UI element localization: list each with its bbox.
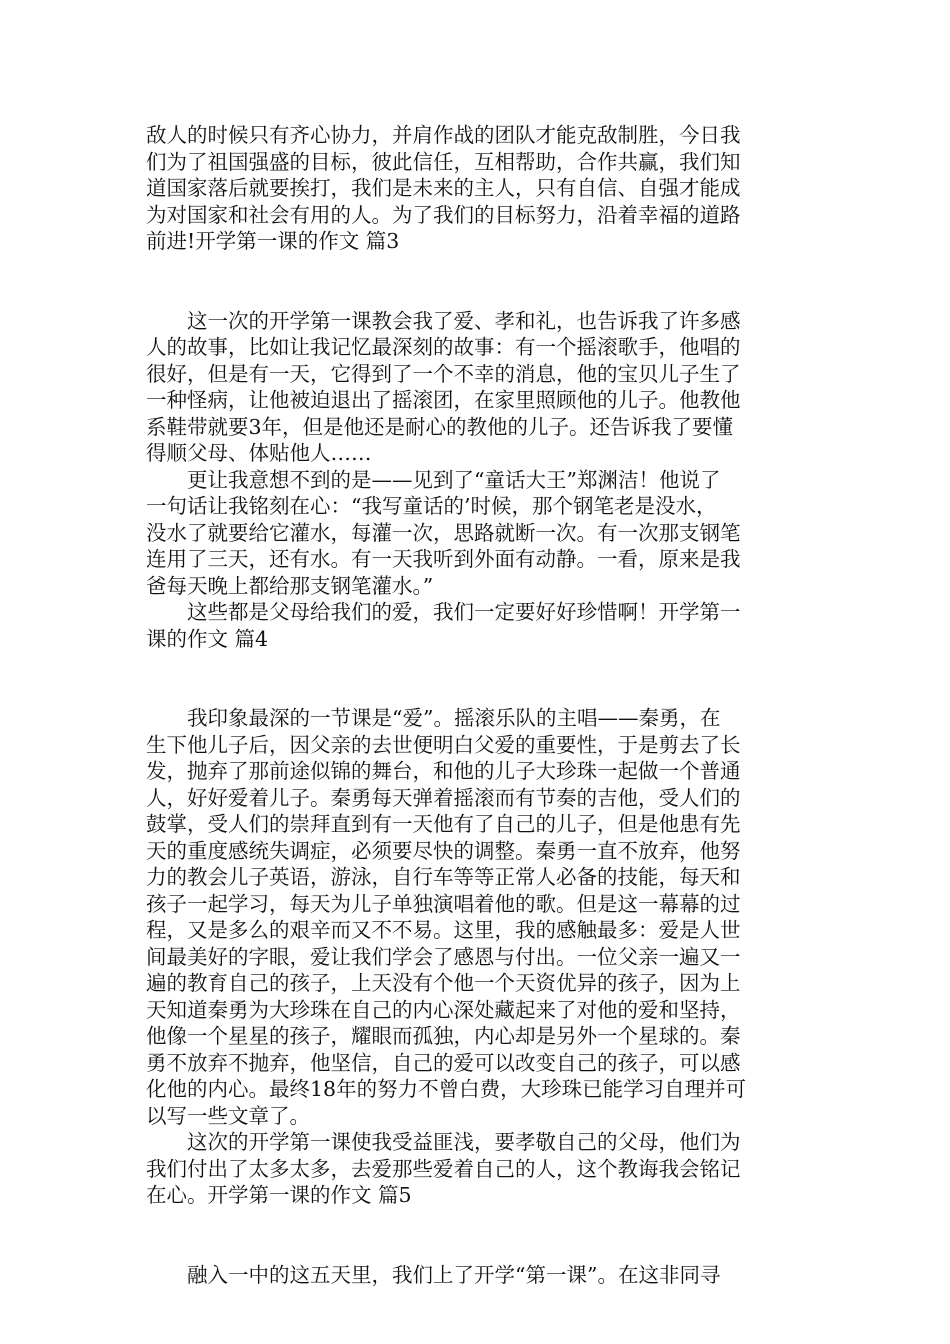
text-line: 我们付出了太多太多，去爱那些爱着自己的人，这个教诲我会铭记 <box>146 1156 741 1181</box>
text-line: 勇不放弃不抛弃，他坚信，自己的爱可以改变自己的孩子，可以感 <box>146 1050 741 1075</box>
text-line: 系鞋带就要3年，但是他还是耐心的教他的儿子。还告诉我了要懂 <box>146 414 734 439</box>
text-line: 这些都是父母给我们的爱，我们一定要好好珍惜啊！开学第一 <box>146 600 741 624</box>
text-line: 爸每天晚上都给那支钢笔灌水。” <box>146 573 434 598</box>
text-line: 道国家落后就要挨打，我们是未来的主人，只有自信、自强才能成 <box>146 176 741 200</box>
text-line: 鼓掌，受人们的崇拜直到有一天他有了自己的儿子，但是他患有先 <box>146 812 741 836</box>
text-line: 间最美好的字眼，爱让我们学会了感恩与付出。一位父亲一遍又一 <box>146 944 741 969</box>
text-line: 程，又是多么的艰辛而又不不易。这里，我的感触最多：爱是人世 <box>146 918 741 942</box>
text-line: 他像一个星星的孩子，耀眼而孤独，内心却是另外一个星球的。秦 <box>146 1024 741 1048</box>
text-line: 遍的教育自己的孩子，上天没有个他一个天资优异的孩子，因为上 <box>146 971 741 995</box>
text-line: 们为了祖国强盛的目标，彼此信任，互相帮助，合作共赢，我们知 <box>146 149 741 174</box>
text-line: 孩子一起学习，每天为儿子单独演唱着他的歌。但是这一幕幕的过 <box>146 891 741 916</box>
text-line: 前进!开学第一课的作文 篇3 <box>146 229 400 253</box>
text-line: 连用了三天，还有水。有一天我听到外面有动静。一看，原来是我 <box>146 547 741 571</box>
text-line: 融入一中的这五天里，我们上了开学“第一课”。在这非同寻 <box>146 1262 721 1287</box>
text-line: 以写一些文章了。 <box>146 1103 310 1128</box>
text-line: 课的作文 篇4 <box>146 626 269 651</box>
text-line: 在心。开学第一课的作文 篇5 <box>146 1183 412 1207</box>
text-line: 一种怪病，让他被迫退出了摇滚团，在家里照顾他的儿子。他教他 <box>146 388 741 412</box>
text-line: 发，抛弃了那前途似锦的舞台，和他的儿子大珍珠一起做一个普通 <box>146 759 741 783</box>
section-gap <box>146 255 810 308</box>
paragraph-block-1 <box>146 122 810 255</box>
section-gap <box>146 1209 810 1262</box>
text-line: 化他的内心。最终18年的努力不曾白费，大珍珠已能学习自理并可 <box>146 1077 747 1101</box>
text-line: 人，好好爱着儿子。秦勇每天弹着摇滚而有节奏的吉他，受人们的 <box>146 785 741 810</box>
text-line: 得顺父母、体贴他人…… <box>146 441 372 465</box>
document-page <box>146 122 810 1288</box>
text-line: 我印象最深的一节课是“爱”。摇滚乐队的主唱——秦勇，在 <box>146 706 721 730</box>
text-line: 天知道秦勇为大珍珠在自己的内心深处藏起来了对他的爱和坚持， <box>146 997 741 1022</box>
text-line: 天的重度感统失调症，必须要尽快的调整。秦勇一直不放弃，他努 <box>146 838 741 863</box>
text-line: 生下他儿子后，因父亲的去世便明白父爱的重要性，于是剪去了长 <box>146 732 741 757</box>
paragraph-block-2 <box>146 308 810 653</box>
paragraph-block-4 <box>146 1262 810 1289</box>
text-line: 这一次的开学第一课教会我了爱、孝和礼，也告诉我了许多感 <box>146 308 741 333</box>
text-line: 力的教会儿子英语，游泳，自行车等等正常人必备的技能，每天和 <box>146 865 741 889</box>
text-line: 更让我意想不到的是——见到了“童话大王”郑渊洁！他说了 <box>146 467 721 492</box>
paragraph-block-3 <box>146 705 810 1209</box>
text-line: 为对国家和社会有用的人。为了我们的目标努力，沿着幸福的道路 <box>146 202 741 227</box>
text-line: 一句话让我铭刻在心：“我写童话的’时候，那个钢笔老是没水， <box>146 494 717 518</box>
text-line: 很好，但是有一天，它得到了一个不幸的消息，他的宝贝儿子生了 <box>146 361 741 386</box>
text-line: 这次的开学第一课使我受益匪浅，要孝敬自己的父母，他们为 <box>146 1130 741 1154</box>
text-line: 人的故事，比如让我记忆最深刻的故事：有一个摇滚歌手，他唱的 <box>146 335 741 359</box>
section-gap <box>146 652 810 705</box>
text-line: 敌人的时候只有齐心协力，并肩作战的团队才能克敌制胜，今日我 <box>146 123 741 147</box>
text-line: 没水了就要给它灌水，每灌一次，思路就断一次。有一次那支钢笔 <box>146 520 741 545</box>
